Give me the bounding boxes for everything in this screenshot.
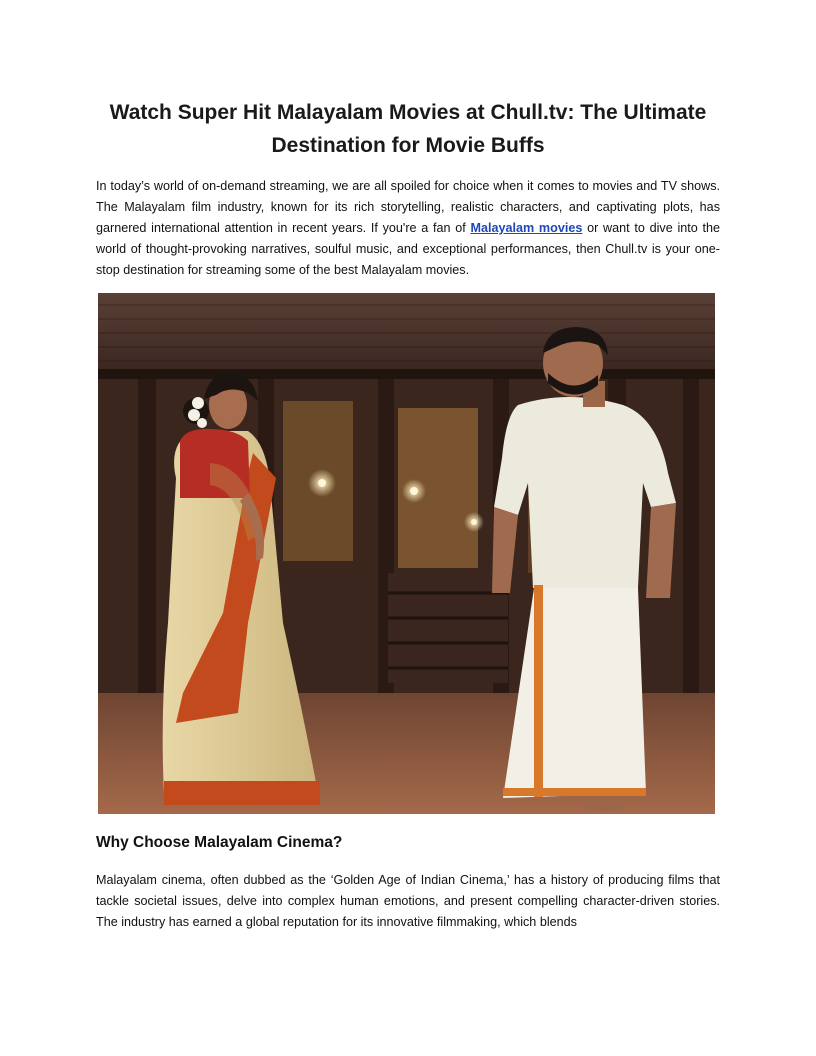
section-paragraph: Malayalam cinema, often dubbed as the ‘Golden Age of Indian Cinema,’ has a history of producing films that tackle societal issues, delve into complex human emotions, and present compelling character-driven stories. The industry has earned a global reputation for its innovative filmmaking, which blends: [96, 873, 720, 929]
movie-scene-photo: [98, 293, 715, 814]
intro-text-after-link: or want to dive into the world of thought-provoking narratives, soulful music, and exceptional performances, then Chull.tv is your one-stop destination for streaming some of the best Malayalam movies.: [96, 221, 720, 277]
section-heading: Why Choose Malayalam Cinema?: [96, 834, 343, 851]
intro-text-before-link: In today’s world of on-demand streaming, we are all spoiled for choice when it comes to movies and TV shows. The Malayalam film industry, known for its rich storytelling, realistic characters, and captivating plots, has garnered international attention in recent years. If you're a fan of: [96, 179, 720, 235]
intro-paragraph: [96, 176, 720, 281]
malayalam-movies-link[interactable]: Malayalam movies: [470, 221, 583, 235]
article-title: Watch Super Hit Malayalam Movies at Chull.tv: The Ultimate Destination for Movie Buffs: [109, 101, 707, 157]
